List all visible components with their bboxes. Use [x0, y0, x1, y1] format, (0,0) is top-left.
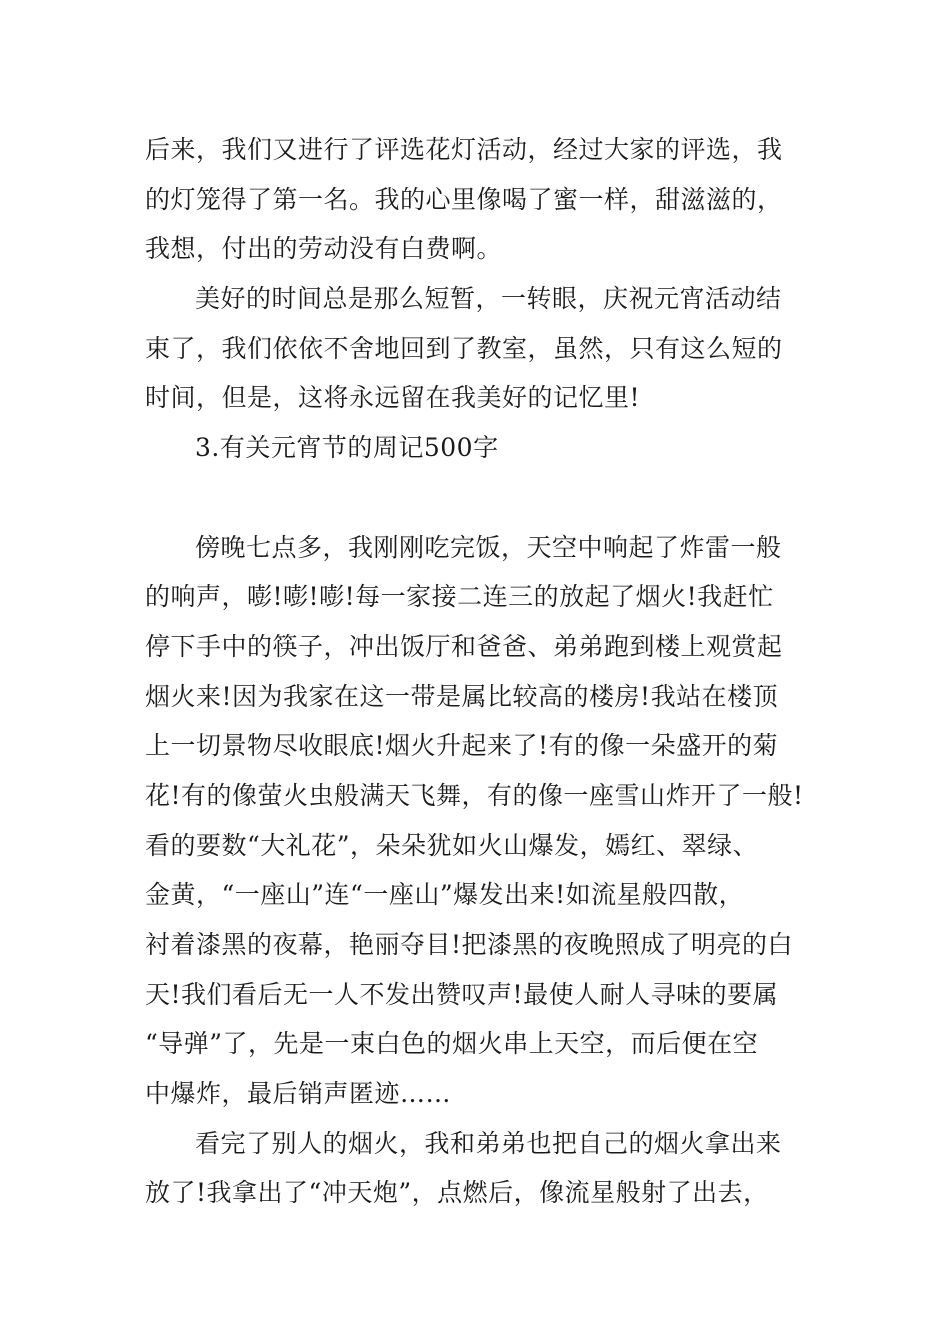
- text-line: 美好的时间总是那么短暂，一转眼，庆祝元宵活动结: [195, 284, 782, 313]
- text-line: 束了，我们依依不舍地回到了教室，虽然，只有这么短的: [145, 334, 783, 363]
- text-line: 上一切景物尽收眼底!烟火升起来了!有的像一朵盛开的菊: [145, 731, 779, 760]
- text-line: 中爆炸，最后销声匿迹……: [145, 1079, 452, 1108]
- text-line: 后来，我们又进行了评选花灯活动，经过大家的评选，我: [145, 135, 783, 164]
- text-line: 放了!我拿出了“冲天炮”，点燃后，像流星般射了出去，: [145, 1178, 769, 1207]
- text-line: 烟火来!因为我家在这一带是属比较高的楼房!我站在楼顶: [145, 682, 779, 711]
- text-line: 的响声，嘭!嘭!嘭!每一家接二连三的放起了烟火!我赶忙: [145, 582, 774, 611]
- section-heading: 3.有关元宵节的周记500字: [195, 433, 499, 462]
- text-line: 看完了别人的烟火，我和弟弟也把自己的烟火拿出来: [195, 1129, 782, 1158]
- text-line: 停下手中的筷子，冲出饭厅和爸爸、弟弟跑到楼上观赏起: [145, 632, 783, 661]
- text-line: 傍晚七点多，我刚刚吃完饭，天空中响起了炸雷一般: [195, 533, 782, 562]
- text-line: 看的要数“大礼花”，朵朵犹如火山爆发，嫣红、翠绿、: [145, 831, 759, 860]
- text-line: 天!我们看后无一人不发出赞叹声!最使人耐人寻味的要属: [145, 980, 779, 1009]
- text-line: “导弹”了，先是一束白色的烟火串上天空，而后便在空: [145, 1029, 759, 1058]
- text-line: 金黄，“一座山”连“一座山”爆发出来!如流星般四散，: [145, 880, 745, 909]
- text-line: 衬着漆黑的夜幕，艳丽夺目!把漆黑的夜晚照成了明亮的白: [145, 930, 794, 959]
- text-line: 的灯笼得了第一名。我的心里像喝了蜜一样，甜滋滋的，: [145, 185, 783, 214]
- text-line: 我想，付出的劳动没有白费啊。: [145, 234, 503, 263]
- text-line: 时间，但是，这将永远留在我美好的记忆里!: [145, 383, 641, 412]
- text-line: 花!有的像萤火虫般满天飞舞，有的像一座雪山炸开了一般!: [145, 781, 804, 810]
